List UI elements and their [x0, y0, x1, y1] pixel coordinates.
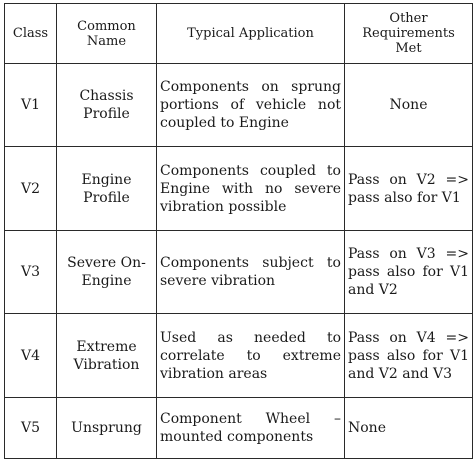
table-row: [5, 398, 473, 459]
cell-other-requirements: None: [345, 398, 473, 459]
cell-typical-application: Components subject to severe vibration: [157, 231, 345, 314]
cell-class: V1: [5, 64, 57, 147]
header-row: [5, 4, 473, 64]
cell-common-name: Chassis Profile: [57, 64, 157, 147]
cell-other-requirements: Pass on V4 => pass also for V1 and V2 and V3: [345, 314, 473, 398]
header-class: Class: [5, 4, 57, 64]
cell-common-name: Unsprung: [57, 398, 157, 459]
cell-typical-application: Components on sprung portions of vehicle not coupled to Engine: [157, 64, 345, 147]
cell-typical-application: Components coupled to Engine with no severe vibration possible: [157, 147, 345, 231]
header-other-requirements: Other Requirements Met: [345, 4, 473, 64]
cell-class: V2: [5, 147, 57, 231]
table-row: [5, 64, 473, 147]
cell-class: V3: [5, 231, 57, 314]
cell-other-requirements: Pass on V2 => pass also for V1: [345, 147, 473, 231]
table-row: [5, 231, 473, 314]
cell-class: V4: [5, 314, 57, 398]
cell-other-requirements: None: [345, 64, 473, 147]
cell-other-requirements: Pass on V3 => pass also for V1 and V2: [345, 231, 473, 314]
vibration-class-table: [4, 3, 473, 459]
cell-typical-application: Used as needed to correlate to extreme vibration areas: [157, 314, 345, 398]
table-row: [5, 314, 473, 398]
cell-class: V5: [5, 398, 57, 459]
table-row: [5, 147, 473, 231]
header-common-name: Common Name: [57, 4, 157, 64]
cell-common-name: Severe On-Engine: [57, 231, 157, 314]
header-typical-application: Typical Application: [157, 4, 345, 64]
cell-common-name: Engine Profile: [57, 147, 157, 231]
cell-typical-application: Component Wheel – mounted components: [157, 398, 345, 459]
cell-common-name: Extreme Vibration: [57, 314, 157, 398]
